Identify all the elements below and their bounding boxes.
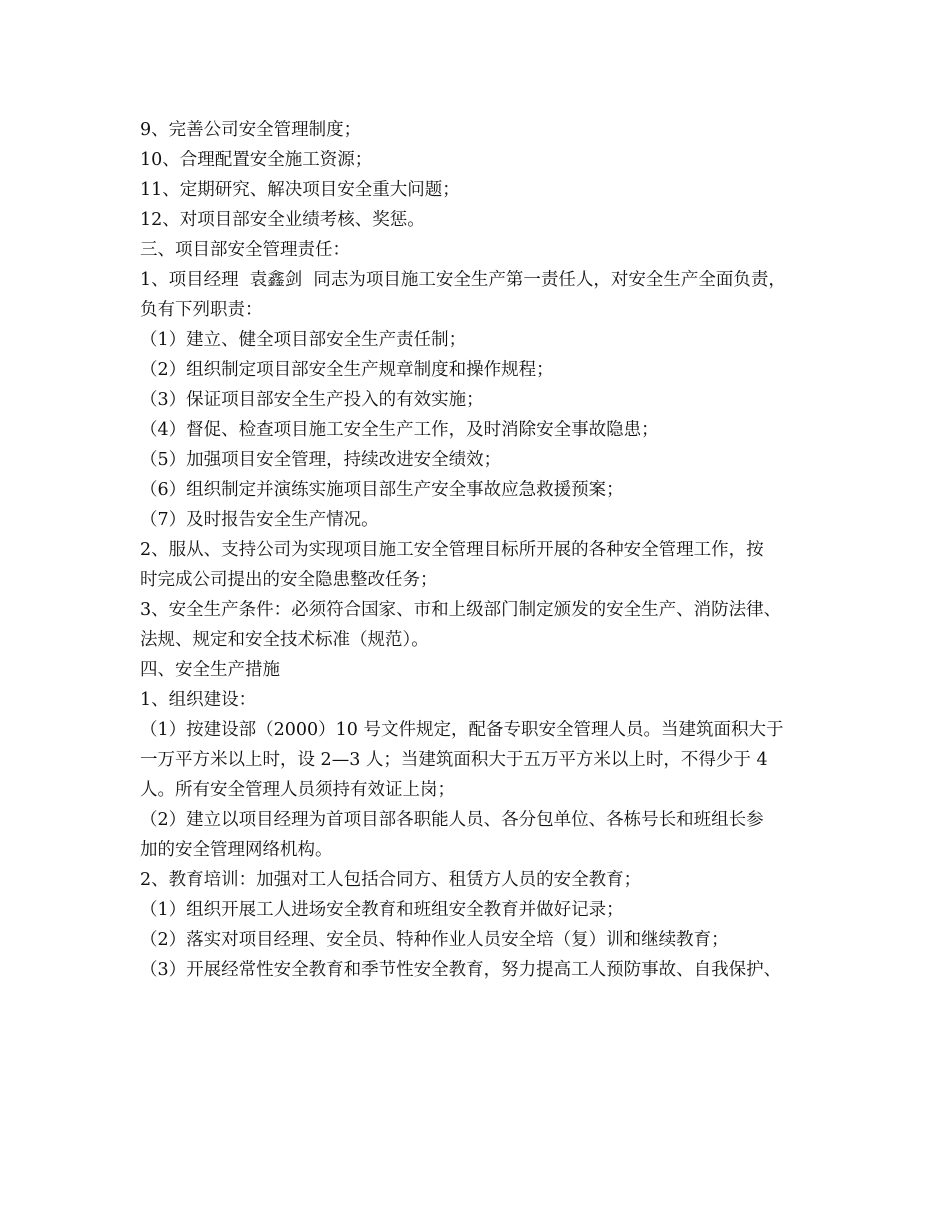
- section-heading: 三、项目部安全管理责任：: [140, 240, 350, 260]
- text-line: 1、组织建设：: [140, 690, 257, 710]
- list-item: （2）组织制定项目部安全生产规章制度和操作规程；: [140, 360, 554, 380]
- text-line: 2、教育培训：加强对工人包括合同方、租赁方人员的安全教育；: [140, 870, 642, 890]
- text-line: 负有下列职责：: [140, 300, 263, 320]
- list-item: （3）开展经常性安全教育和季节性安全教育，努力提高工人预防事故、自我保护、: [140, 960, 782, 980]
- text-line: 1、项目经理 袁鑫剑 同志为项目施工安全生产第一责任人，对安全生产全面负责，: [140, 270, 786, 290]
- text-line: 一万平方米以上时，设 2—3 人；当建筑面积大于五万平方米以上时，不得少于 4: [140, 750, 768, 770]
- document-body: [140, 115, 840, 985]
- list-item: （3）保证项目部安全生产投入的有效实施；: [140, 390, 484, 410]
- list-item: （1）组织开展工人进场安全教育和班组安全教育并做好记录；: [140, 900, 624, 920]
- text-line: 12、对项目部安全业绩考核、奖惩。: [140, 210, 425, 230]
- text-line: 11、定期研究、解决项目安全重大问题；: [140, 180, 460, 200]
- list-item: （6）组织制定并演练实施项目部生产安全事故应急救援预案；: [140, 480, 624, 500]
- text-line: 法规、规定和安全技术标准（规范）。: [140, 630, 429, 650]
- list-item: （1）按建设部（2000）10 号文件规定，配备专职安全管理人员。当建筑面积大于: [140, 720, 784, 740]
- text-line: 时完成公司提出的安全隐患整改任务；: [140, 570, 438, 590]
- text-line: 9、完善公司安全管理制度；: [140, 120, 362, 140]
- text-line: 10、合理配置安全施工资源；: [140, 150, 373, 170]
- list-item: （1）建立、健全项目部安全生产责任制；: [140, 330, 467, 350]
- list-item: （4）督促、检查项目施工安全生产工作，及时消除安全事故隐患；: [140, 420, 659, 440]
- list-item: （5）加强项目安全管理，持续改进安全绩效；: [140, 450, 502, 470]
- text-line: 加的安全管理网络机构。: [140, 840, 333, 860]
- list-item: （7）及时报告安全生产情况。: [140, 510, 379, 530]
- text-line: 2、服从、支持公司为实现项目施工安全管理目标所开展的各种安全管理工作，按: [140, 540, 764, 560]
- list-item: （2）落实对项目经理、安全员、特种作业人员安全培（复）训和继续教育；: [140, 930, 729, 950]
- text-line: 人。所有安全管理人员须持有效证上岗；: [140, 780, 455, 800]
- list-item: （2）建立以项目经理为首项目部各职能人员、各分包单位、各栋号长和班组长参: [140, 810, 764, 830]
- section-heading: 四、安全生产措施: [140, 660, 280, 680]
- text-line: 3、安全生产条件：必须符合国家、市和上级部门制定颁发的安全生产、消防法律、: [140, 600, 782, 620]
